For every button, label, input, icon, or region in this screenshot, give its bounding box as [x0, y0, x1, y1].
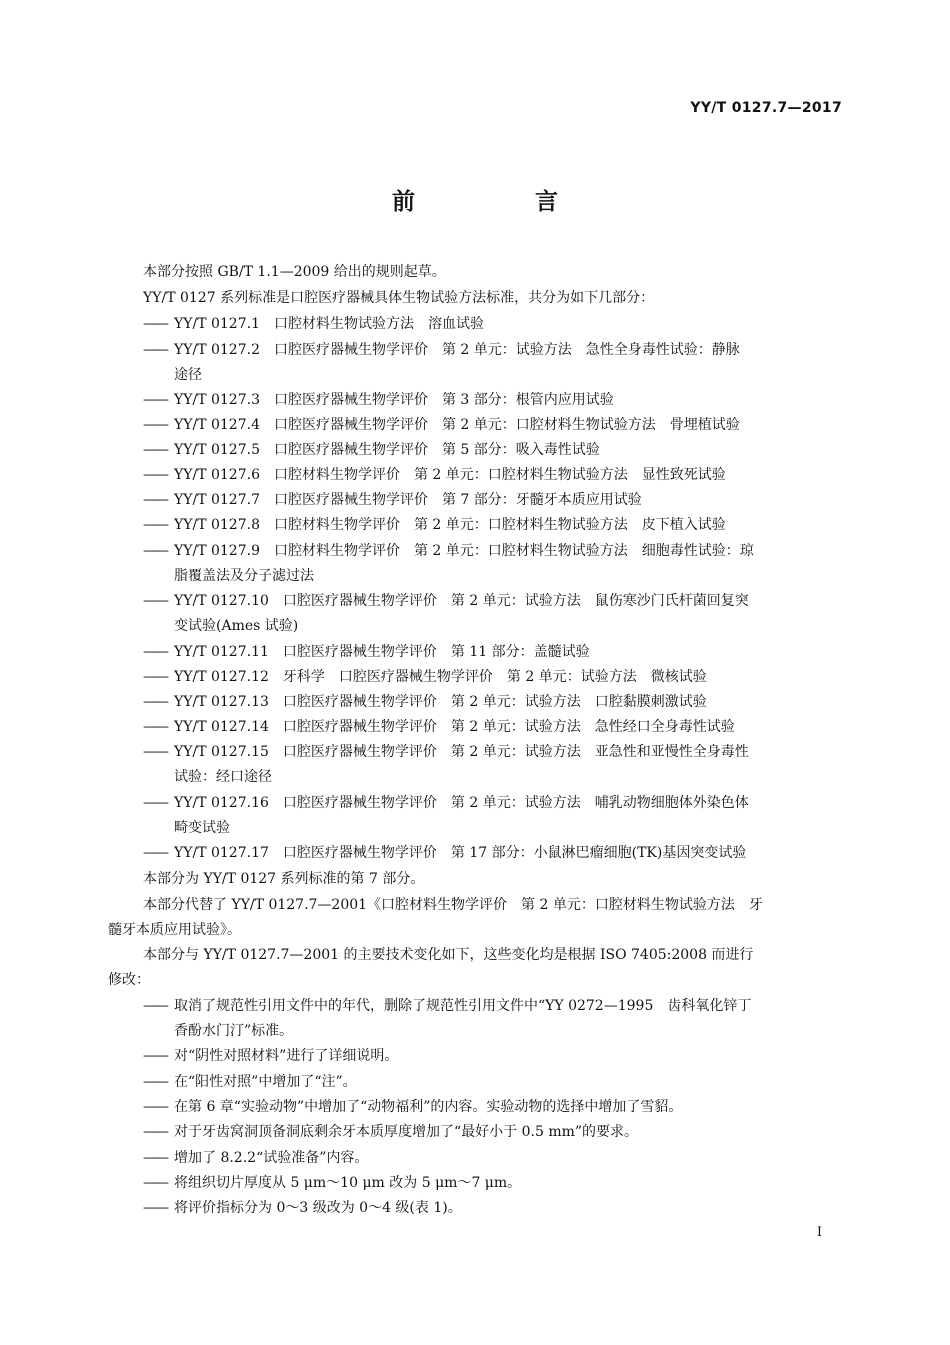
- dash: ——: [143, 543, 167, 559]
- part-item: [143, 340, 740, 360]
- dash: ——: [143, 316, 167, 332]
- part-item: [143, 415, 740, 435]
- part-item: [143, 667, 707, 687]
- part-title: 口腔医疗器械生物学评价 第 7 部分：牙髓牙本质应用试验: [273, 492, 642, 508]
- part-continuation: 脂覆盖法及分子滤过法: [174, 568, 314, 584]
- part-item: [143, 314, 484, 334]
- part-item: [143, 843, 746, 863]
- change-item: [143, 1097, 682, 1117]
- part-code: YY/T 0127.12: [174, 669, 269, 685]
- part-title: 口腔医疗器械生物学评价 第 2 单元：试验方法 急性经口全身毒性试验: [282, 719, 735, 735]
- dash: ——: [143, 1099, 167, 1115]
- dash: ——: [143, 744, 167, 760]
- part-code: YY/T 0127.17: [174, 845, 269, 861]
- part-title: 口腔医疗器械生物学评价 第 2 单元：试验方法 口腔黏膜刺激试验: [282, 694, 707, 710]
- dash: ——: [143, 1175, 167, 1191]
- change-text: 将组织切片厚度从 5 μm～10 μm 改为 5 μm～7 μm。: [174, 1175, 522, 1191]
- dash: ——: [143, 417, 167, 433]
- change-text: 在“阳性对照”中增加了“注”。: [174, 1074, 357, 1090]
- part7-paragraph: 本部分为 YY/T 0127 系列标准的第 7 部分。: [143, 871, 425, 887]
- dash: ——: [143, 342, 167, 358]
- part-continuation: 途径: [174, 367, 202, 383]
- part-title: 口腔医疗器械生物学评价 第 2 单元：试验方法 哺乳动物细胞体外染色体: [282, 795, 749, 811]
- change-item: [143, 996, 751, 1016]
- intro-paragraph-2: YY/T 0127 系列标准是口腔医疗器械具体生物试验方法标准，共分为如下几部分：: [143, 290, 655, 306]
- part-code: YY/T 0127.9: [174, 543, 260, 559]
- part-code: YY/T 0127.3: [174, 392, 260, 408]
- dash: ——: [143, 644, 167, 660]
- dash: ——: [143, 1074, 167, 1090]
- dash: ——: [143, 517, 167, 533]
- part-code: YY/T 0127.13: [174, 694, 269, 710]
- page-number: I: [816, 1225, 822, 1240]
- dash: ——: [143, 1200, 167, 1216]
- dash: ——: [143, 845, 167, 861]
- part-continuation: 试验：经口途径: [174, 769, 272, 785]
- part-item: [143, 717, 735, 737]
- dash: ——: [143, 467, 167, 483]
- change-text: 对于牙齿窝洞顶备洞底剩余牙本质厚度增加了“最好小于 0.5 mm”的要求。: [174, 1124, 639, 1140]
- part-code: YY/T 0127.1: [174, 316, 260, 332]
- change-text: 将评价指标分为 0～3 级改为 0～4 级(表 1)。: [174, 1200, 462, 1216]
- intro-paragraph-1: 本部分按照 GB/T 1.1—2009 给出的规则起草。: [143, 264, 446, 280]
- part-title: 口腔医疗器械生物学评价 第 2 单元：试验方法 急性全身毒性试验：静脉: [273, 342, 740, 358]
- part-item: [143, 490, 642, 510]
- dash: ——: [143, 442, 167, 458]
- part-title: 口腔医疗器械生物学评价 第 5 部分：吸入毒性试验: [273, 442, 600, 458]
- part-title: 口腔医疗器械生物学评价 第 11 部分：盖髓试验: [282, 644, 590, 660]
- change-item: [143, 1148, 368, 1168]
- part-title: 口腔材料生物学评价 第 2 单元：口腔材料生物试验方法 细胞毒性试验：琼: [273, 543, 754, 559]
- part-code: YY/T 0127.8: [174, 517, 260, 533]
- dash: ——: [143, 719, 167, 735]
- standard-number: YY/T 0127.7—2017: [690, 100, 842, 116]
- part-title: 口腔医疗器械生物学评价 第 17 部分：小鼠淋巴瘤细胞(TK)基因突变试验: [282, 845, 747, 861]
- change-continuation: 香酚水门汀”标准。: [174, 1023, 294, 1039]
- part-code: YY/T 0127.11: [174, 644, 269, 660]
- part-item: [143, 591, 749, 611]
- change-item: [143, 1173, 521, 1193]
- change-text: 取消了规范性引用文件中的年代，删除了规范性引用文件中“YY 0272—1995 齿科氧化锌丁: [174, 998, 752, 1014]
- part-code: YY/T 0127.14: [174, 719, 269, 735]
- dash: ——: [143, 694, 167, 710]
- part-item: [143, 440, 600, 460]
- dash: ——: [143, 492, 167, 508]
- part-code: YY/T 0127.15: [174, 744, 269, 760]
- part-title: 口腔医疗器械生物学评价 第 3 部分：根管内应用试验: [273, 392, 614, 408]
- part-item: [143, 515, 726, 535]
- part-title: 牙科学 口腔医疗器械生物学评价 第 2 单元：试验方法 微核试验: [282, 669, 707, 685]
- part-continuation: 变试验(Ames 试验): [174, 618, 299, 634]
- dash: ——: [143, 669, 167, 685]
- part-title: 口腔医疗器械生物学评价 第 2 单元：试验方法 亚急性和亚慢性全身毒性: [282, 744, 749, 760]
- part-code: YY/T 0127.6: [174, 467, 260, 483]
- part-item: [143, 692, 707, 712]
- part-item: [143, 642, 590, 662]
- part-item: [143, 742, 749, 762]
- dash: ——: [143, 593, 167, 609]
- change-text: 对“阴性对照材料”进行了详细说明。: [174, 1048, 399, 1064]
- changes-paragraph-line-2: 修改：: [108, 972, 150, 988]
- replace-paragraph-line-1: 本部分代替了 YY/T 0127.7—2001《口腔材料生物学评价 第 2 单元：口腔材料生物试验方法 牙: [143, 897, 763, 913]
- part-title: 口腔材料生物学评价 第 2 单元：口腔材料生物试验方法 显性致死试验: [273, 467, 726, 483]
- changes-paragraph-line-1: 本部分与 YY/T 0127.7—2001 的主要技术变化如下，这些变化均是根据 ISO 7405:2008 而进行: [143, 947, 754, 963]
- part-title: 口腔材料生物试验方法 溶血试验: [273, 316, 484, 332]
- part-item: [143, 390, 614, 410]
- part-title: 口腔材料生物学评价 第 2 单元：口腔材料生物试验方法 皮下植入试验: [273, 517, 726, 533]
- part-code: YY/T 0127.2: [174, 342, 260, 358]
- part-code: YY/T 0127.10: [174, 593, 269, 609]
- change-item: [143, 1072, 357, 1092]
- part-title: 口腔医疗器械生物学评价 第 2 单元：试验方法 鼠伤寒沙门氏杆菌回复突: [282, 593, 749, 609]
- part-code: YY/T 0127.7: [174, 492, 260, 508]
- change-item: [143, 1122, 638, 1142]
- dash: ——: [143, 795, 167, 811]
- change-text: 在第 6 章“实验动物”中增加了“动物福利”的内容。实验动物的选择中增加了雪貂。: [174, 1099, 683, 1115]
- part-continuation: 畸变试验: [174, 820, 230, 836]
- page-title: 前 言: [391, 189, 614, 215]
- part-item: [143, 465, 726, 485]
- part-item: [143, 541, 754, 561]
- replace-paragraph-line-2: 髓牙本质应用试验》。: [108, 922, 241, 938]
- part-code: YY/T 0127.16: [174, 795, 269, 811]
- dash: ——: [143, 998, 167, 1014]
- part-code: YY/T 0127.4: [174, 417, 260, 433]
- part-item: [143, 793, 749, 813]
- dash: ——: [143, 392, 167, 408]
- dash: ——: [143, 1124, 167, 1140]
- change-text: 增加了 8.2.2“试验准备”内容。: [174, 1150, 369, 1166]
- dash: ——: [143, 1048, 167, 1064]
- part-code: YY/T 0127.5: [174, 442, 260, 458]
- change-item: [143, 1046, 398, 1066]
- change-item: [143, 1198, 462, 1218]
- dash: ——: [143, 1150, 167, 1166]
- part-title: 口腔医疗器械生物学评价 第 2 单元：口腔材料生物试验方法 骨埋植试验: [273, 417, 740, 433]
